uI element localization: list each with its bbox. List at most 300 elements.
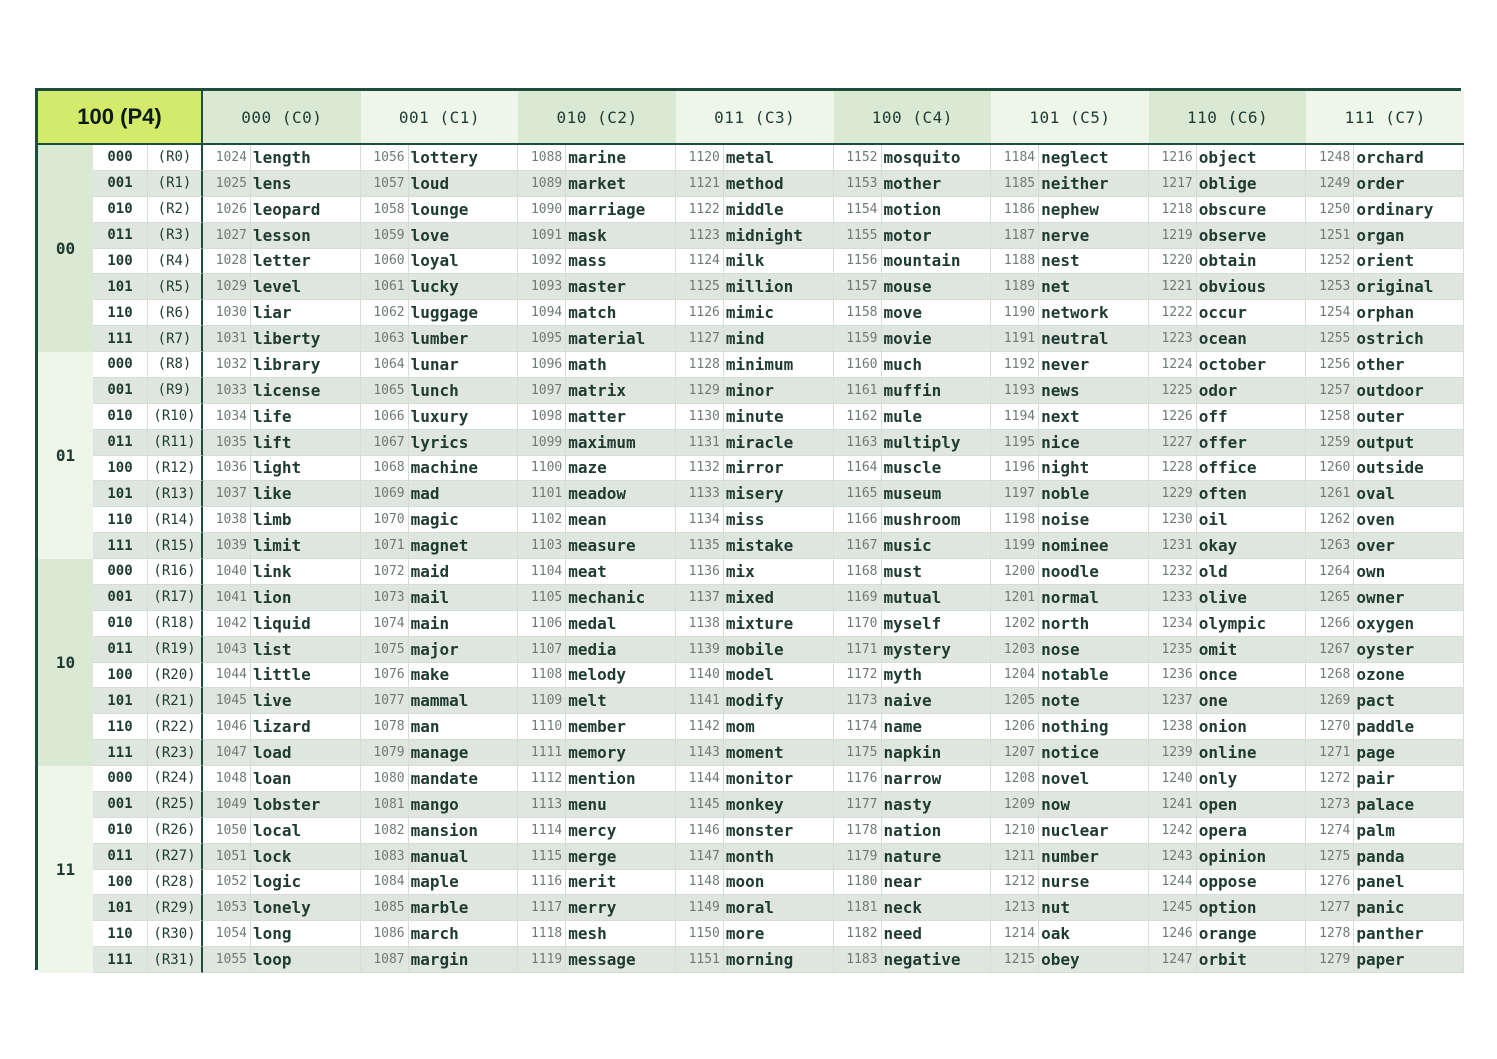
word-index: 1230 bbox=[1149, 507, 1197, 532]
word-cell bbox=[991, 145, 1149, 171]
word-text: logic bbox=[253, 872, 302, 892]
word-cell bbox=[1306, 404, 1464, 430]
word-cell bbox=[361, 870, 519, 896]
word-text: matrix bbox=[568, 380, 627, 400]
word-index: 1146 bbox=[676, 818, 724, 843]
word-index: 1085 bbox=[361, 895, 409, 920]
word-index: 1181 bbox=[834, 895, 882, 920]
word-cell bbox=[1306, 481, 1464, 507]
row-bits: 001 bbox=[93, 792, 148, 818]
word-cell bbox=[834, 766, 992, 792]
word-text: model bbox=[725, 665, 775, 685]
word-cell bbox=[1149, 947, 1307, 973]
word-cell bbox=[518, 947, 676, 973]
word-cell bbox=[991, 663, 1149, 689]
word-cell bbox=[1149, 145, 1307, 171]
word-index: 1217 bbox=[1149, 171, 1197, 196]
word-text: leopard bbox=[253, 199, 321, 219]
word-cell bbox=[676, 688, 834, 714]
word-text: link bbox=[253, 561, 292, 581]
word-cell bbox=[361, 585, 519, 611]
word-index: 1207 bbox=[991, 740, 1039, 765]
word-text: melt bbox=[568, 691, 607, 711]
word-cell bbox=[834, 197, 992, 223]
word-cell bbox=[361, 921, 519, 947]
word-text: mango bbox=[410, 794, 459, 814]
word-cell bbox=[1149, 300, 1307, 326]
word-cell bbox=[676, 895, 834, 921]
word-cell bbox=[1306, 171, 1464, 197]
word-index: 1261 bbox=[1306, 481, 1354, 506]
row-label: (R31) bbox=[148, 947, 203, 973]
word-text: once bbox=[1198, 665, 1238, 685]
word-index: 1244 bbox=[1149, 870, 1197, 895]
word-cell bbox=[203, 223, 361, 249]
word-index: 1145 bbox=[676, 792, 724, 817]
word-text: mad bbox=[410, 484, 440, 504]
word-cell bbox=[834, 378, 992, 404]
word-index: 1106 bbox=[518, 611, 566, 636]
word-index: 1193 bbox=[991, 378, 1039, 403]
word-text: option bbox=[1198, 898, 1257, 918]
word-index: 1226 bbox=[1149, 404, 1197, 429]
word-cell bbox=[518, 766, 676, 792]
word-index: 1115 bbox=[518, 844, 566, 869]
word-index: 1100 bbox=[518, 456, 566, 481]
word-text: month bbox=[725, 846, 775, 866]
word-text: often bbox=[1198, 484, 1247, 504]
word-text: other bbox=[1356, 354, 1405, 374]
word-index: 1121 bbox=[676, 171, 724, 196]
word-text: mail bbox=[410, 587, 450, 607]
word-cell bbox=[203, 249, 361, 275]
word-index: 1231 bbox=[1149, 533, 1197, 558]
word-text: obtain bbox=[1198, 251, 1257, 271]
row-group-label: 00 bbox=[38, 145, 93, 352]
word-text: over bbox=[1356, 536, 1395, 556]
word-cell bbox=[676, 947, 834, 973]
word-cell bbox=[834, 430, 992, 456]
word-index: 1093 bbox=[518, 274, 566, 299]
word-text: nut bbox=[1041, 898, 1071, 918]
word-index: 1184 bbox=[991, 145, 1039, 170]
word-cell bbox=[676, 404, 834, 430]
word-text: mimic bbox=[725, 303, 775, 323]
word-cell bbox=[834, 921, 992, 947]
word-cell bbox=[676, 740, 834, 766]
word-index: 1206 bbox=[991, 714, 1039, 739]
word-text: ocean bbox=[1198, 329, 1247, 349]
word-cell bbox=[676, 792, 834, 818]
word-index: 1229 bbox=[1149, 481, 1197, 506]
word-cell bbox=[991, 456, 1149, 482]
word-text: mean bbox=[568, 510, 607, 530]
word-cell bbox=[834, 456, 992, 482]
word-index: 1190 bbox=[991, 300, 1039, 325]
word-text: like bbox=[253, 484, 292, 504]
word-cell bbox=[361, 559, 519, 585]
word-index: 1051 bbox=[203, 844, 251, 869]
word-text: monster bbox=[725, 820, 794, 840]
row-label: (R19) bbox=[148, 637, 203, 663]
word-index: 1209 bbox=[991, 792, 1039, 817]
word-index: 1219 bbox=[1149, 223, 1197, 248]
row-bits: 010 bbox=[93, 404, 148, 430]
row-group-label: 10 bbox=[38, 559, 93, 766]
row-label: (R21) bbox=[148, 688, 203, 714]
word-index: 1029 bbox=[203, 274, 251, 299]
word-cell bbox=[1306, 430, 1464, 456]
row-label: (R23) bbox=[148, 740, 203, 766]
word-text: lyrics bbox=[410, 432, 469, 452]
word-index: 1033 bbox=[203, 378, 251, 403]
word-text: note bbox=[1041, 691, 1080, 711]
word-index: 1182 bbox=[834, 921, 882, 946]
word-cell bbox=[1149, 533, 1307, 559]
word-cell bbox=[991, 171, 1149, 197]
word-index: 1243 bbox=[1149, 844, 1197, 869]
word-index: 1140 bbox=[676, 663, 724, 688]
word-index: 1083 bbox=[361, 844, 409, 869]
word-cell bbox=[676, 766, 834, 792]
word-cell bbox=[1306, 766, 1464, 792]
word-cell bbox=[676, 714, 834, 740]
word-index: 1266 bbox=[1306, 611, 1354, 636]
word-cell bbox=[676, 559, 834, 585]
word-cell bbox=[361, 223, 519, 249]
word-index: 1245 bbox=[1149, 895, 1197, 920]
word-text: panel bbox=[1356, 872, 1405, 892]
word-cell bbox=[834, 404, 992, 430]
row-bits: 011 bbox=[93, 844, 148, 870]
word-cell bbox=[203, 507, 361, 533]
word-index: 1078 bbox=[361, 714, 409, 739]
word-text: merge bbox=[568, 846, 617, 866]
word-text: nest bbox=[1041, 251, 1080, 271]
word-index: 1109 bbox=[518, 688, 566, 713]
word-cell bbox=[203, 818, 361, 844]
word-index: 1036 bbox=[203, 456, 251, 481]
word-grid-table bbox=[35, 88, 1461, 970]
word-cell bbox=[361, 171, 519, 197]
word-text: monkey bbox=[725, 794, 784, 814]
word-text: melody bbox=[568, 665, 627, 685]
word-cell bbox=[203, 637, 361, 663]
word-index: 1089 bbox=[518, 171, 566, 196]
row-label: (R28) bbox=[148, 870, 203, 896]
word-index: 1167 bbox=[834, 533, 882, 558]
word-index: 1055 bbox=[203, 947, 251, 972]
word-text: nature bbox=[883, 846, 942, 866]
word-text: mom bbox=[725, 717, 755, 737]
word-index: 1225 bbox=[1149, 378, 1197, 403]
word-cell bbox=[203, 559, 361, 585]
word-cell bbox=[1149, 430, 1307, 456]
word-index: 1081 bbox=[361, 792, 409, 817]
word-index: 1077 bbox=[361, 688, 409, 713]
word-cell bbox=[1149, 714, 1307, 740]
word-cell bbox=[518, 611, 676, 637]
word-cell bbox=[1306, 895, 1464, 921]
word-cell bbox=[991, 507, 1149, 533]
word-index: 1034 bbox=[203, 404, 251, 429]
word-text: offer bbox=[1198, 432, 1247, 452]
word-index: 1227 bbox=[1149, 430, 1197, 455]
word-cell bbox=[203, 870, 361, 896]
word-text: obvious bbox=[1198, 277, 1267, 297]
word-text: marine bbox=[568, 147, 627, 167]
word-cell bbox=[518, 326, 676, 352]
word-text: misery bbox=[725, 484, 784, 504]
word-text: march bbox=[410, 924, 459, 944]
word-cell bbox=[834, 533, 992, 559]
word-text: long bbox=[253, 924, 292, 944]
word-text: only bbox=[1198, 768, 1238, 788]
word-index: 1151 bbox=[676, 947, 724, 972]
word-text: nephew bbox=[1041, 199, 1099, 219]
word-cell bbox=[1149, 766, 1307, 792]
word-cell bbox=[991, 326, 1149, 352]
row-label: (R25) bbox=[148, 792, 203, 818]
word-text: maple bbox=[410, 872, 459, 892]
word-cell bbox=[361, 637, 519, 663]
word-text: narrow bbox=[883, 768, 942, 788]
word-text: lens bbox=[253, 173, 292, 193]
word-text: neglect bbox=[1041, 147, 1109, 167]
word-cell bbox=[361, 663, 519, 689]
word-cell bbox=[518, 197, 676, 223]
word-index: 1075 bbox=[361, 637, 409, 662]
word-index: 1267 bbox=[1306, 637, 1354, 662]
word-text: mistake bbox=[725, 536, 794, 556]
word-cell bbox=[1149, 249, 1307, 275]
word-text: nuclear bbox=[1041, 820, 1109, 840]
word-cell bbox=[361, 740, 519, 766]
word-text: minor bbox=[725, 380, 775, 400]
row-bits: 000 bbox=[93, 145, 148, 171]
word-cell bbox=[518, 895, 676, 921]
word-text: orphan bbox=[1356, 303, 1415, 323]
word-index: 1091 bbox=[518, 223, 566, 248]
word-text: million bbox=[725, 277, 794, 297]
word-text: palm bbox=[1356, 820, 1395, 840]
word-text: liquid bbox=[253, 613, 311, 633]
word-cell bbox=[1149, 352, 1307, 378]
word-text: mix bbox=[725, 561, 755, 581]
word-text: lucky bbox=[410, 277, 459, 297]
row-bits: 100 bbox=[93, 663, 148, 689]
word-index: 1251 bbox=[1306, 223, 1354, 248]
word-index: 1049 bbox=[203, 792, 251, 817]
word-text: orchard bbox=[1356, 147, 1424, 167]
word-cell bbox=[991, 223, 1149, 249]
word-text: local bbox=[253, 820, 302, 840]
word-cell bbox=[991, 921, 1149, 947]
word-cell bbox=[1306, 507, 1464, 533]
word-text: live bbox=[253, 691, 292, 711]
word-text: level bbox=[253, 277, 302, 297]
word-text: one bbox=[1198, 691, 1228, 711]
word-cell bbox=[1149, 507, 1307, 533]
word-index: 1073 bbox=[361, 585, 409, 610]
word-cell bbox=[834, 663, 992, 689]
word-index: 1132 bbox=[676, 456, 724, 481]
word-index: 1235 bbox=[1149, 637, 1197, 662]
word-index: 1188 bbox=[991, 249, 1039, 274]
word-text: name bbox=[883, 717, 923, 737]
row-bits: 101 bbox=[93, 274, 148, 300]
word-cell bbox=[991, 688, 1149, 714]
word-text: online bbox=[1198, 743, 1257, 763]
word-index: 1199 bbox=[991, 533, 1039, 558]
column-header: 111 (C7) bbox=[1306, 91, 1464, 145]
word-text: mixed bbox=[725, 587, 775, 607]
word-text: maze bbox=[568, 458, 607, 478]
word-cell bbox=[1149, 378, 1307, 404]
word-index: 1240 bbox=[1149, 766, 1197, 791]
word-text: oblige bbox=[1198, 173, 1257, 193]
word-cell bbox=[676, 197, 834, 223]
word-cell bbox=[361, 404, 519, 430]
word-index: 1082 bbox=[361, 818, 409, 843]
word-cell bbox=[676, 456, 834, 482]
word-cell bbox=[518, 171, 676, 197]
word-cell bbox=[834, 481, 992, 507]
word-text: off bbox=[1198, 406, 1228, 426]
word-cell bbox=[361, 714, 519, 740]
word-index: 1273 bbox=[1306, 792, 1354, 817]
word-cell bbox=[834, 352, 992, 378]
word-index: 1027 bbox=[203, 223, 251, 248]
word-text: net bbox=[1041, 277, 1071, 297]
word-index: 1047 bbox=[203, 740, 251, 765]
word-cell bbox=[361, 895, 519, 921]
word-cell bbox=[203, 688, 361, 714]
word-text: mystery bbox=[883, 639, 951, 659]
word-text: neutral bbox=[1041, 329, 1109, 349]
word-text: near bbox=[883, 872, 923, 892]
word-text: market bbox=[568, 173, 627, 193]
word-cell bbox=[361, 844, 519, 870]
row-bits: 101 bbox=[93, 688, 148, 714]
word-text: orange bbox=[1198, 924, 1257, 944]
word-text: math bbox=[568, 354, 607, 374]
row-bits: 101 bbox=[93, 895, 148, 921]
word-text: meat bbox=[568, 561, 607, 581]
word-text: loyal bbox=[410, 251, 459, 271]
word-index: 1113 bbox=[518, 792, 566, 817]
word-cell bbox=[991, 559, 1149, 585]
word-cell bbox=[991, 249, 1149, 275]
word-text: media bbox=[568, 639, 617, 659]
word-text: myself bbox=[883, 613, 942, 633]
word-index: 1045 bbox=[203, 688, 251, 713]
word-index: 1032 bbox=[203, 352, 251, 377]
word-cell bbox=[1149, 404, 1307, 430]
word-index: 1197 bbox=[991, 481, 1039, 506]
word-cell bbox=[834, 870, 992, 896]
word-index: 1110 bbox=[518, 714, 566, 739]
word-cell bbox=[834, 637, 992, 663]
word-text: obey bbox=[1041, 950, 1080, 970]
word-cell bbox=[361, 300, 519, 326]
word-index: 1141 bbox=[676, 688, 724, 713]
word-text: moon bbox=[725, 872, 765, 892]
word-cell bbox=[676, 663, 834, 689]
word-cell bbox=[1149, 740, 1307, 766]
word-text: monitor bbox=[725, 768, 794, 788]
word-cell bbox=[1149, 895, 1307, 921]
word-cell bbox=[991, 766, 1149, 792]
word-text: mercy bbox=[568, 820, 617, 840]
word-text: match bbox=[568, 303, 617, 323]
word-cell bbox=[361, 430, 519, 456]
word-index: 1142 bbox=[676, 714, 724, 739]
word-text: morning bbox=[725, 950, 794, 970]
word-index: 1068 bbox=[361, 456, 409, 481]
word-index: 1044 bbox=[203, 663, 251, 688]
word-text: medal bbox=[568, 613, 617, 633]
word-cell bbox=[834, 792, 992, 818]
word-cell bbox=[1306, 223, 1464, 249]
word-text: merry bbox=[568, 898, 617, 918]
word-text: october bbox=[1198, 354, 1267, 374]
word-text: muscle bbox=[883, 458, 942, 478]
row-bits: 111 bbox=[93, 740, 148, 766]
row-label: (R10) bbox=[148, 404, 203, 430]
word-index: 1102 bbox=[518, 507, 566, 532]
row-bits: 001 bbox=[93, 585, 148, 611]
word-index: 1084 bbox=[361, 870, 409, 895]
word-cell bbox=[1149, 663, 1307, 689]
word-index: 1210 bbox=[991, 818, 1039, 843]
word-index: 1202 bbox=[991, 611, 1039, 636]
row-label: (R11) bbox=[148, 430, 203, 456]
word-text: limit bbox=[253, 536, 302, 556]
word-cell bbox=[1306, 792, 1464, 818]
word-text: much bbox=[883, 354, 923, 374]
word-index: 1253 bbox=[1306, 274, 1354, 299]
word-index: 1163 bbox=[834, 430, 882, 455]
word-text: modify bbox=[725, 691, 784, 711]
word-cell bbox=[1306, 611, 1464, 637]
word-text: machine bbox=[410, 458, 479, 478]
word-index: 1137 bbox=[676, 585, 724, 610]
word-index: 1276 bbox=[1306, 870, 1354, 895]
word-cell bbox=[1306, 352, 1464, 378]
word-text: open bbox=[1198, 794, 1238, 814]
word-text: olympic bbox=[1198, 613, 1267, 633]
word-index: 1242 bbox=[1149, 818, 1197, 843]
word-text: old bbox=[1198, 561, 1228, 581]
word-text: oyster bbox=[1356, 639, 1415, 659]
word-index: 1149 bbox=[676, 895, 724, 920]
word-text: office bbox=[1198, 458, 1257, 478]
word-index: 1072 bbox=[361, 559, 409, 584]
word-index: 1076 bbox=[361, 663, 409, 688]
word-index: 1237 bbox=[1149, 688, 1197, 713]
word-index: 1201 bbox=[991, 585, 1039, 610]
word-text: method bbox=[725, 173, 784, 193]
word-text: mobile bbox=[725, 639, 784, 659]
word-cell bbox=[834, 585, 992, 611]
word-index: 1172 bbox=[834, 663, 882, 688]
word-cell bbox=[361, 326, 519, 352]
row-label: (R27) bbox=[148, 844, 203, 870]
word-text: light bbox=[253, 458, 302, 478]
word-index: 1272 bbox=[1306, 766, 1354, 791]
word-index: 1039 bbox=[203, 533, 251, 558]
